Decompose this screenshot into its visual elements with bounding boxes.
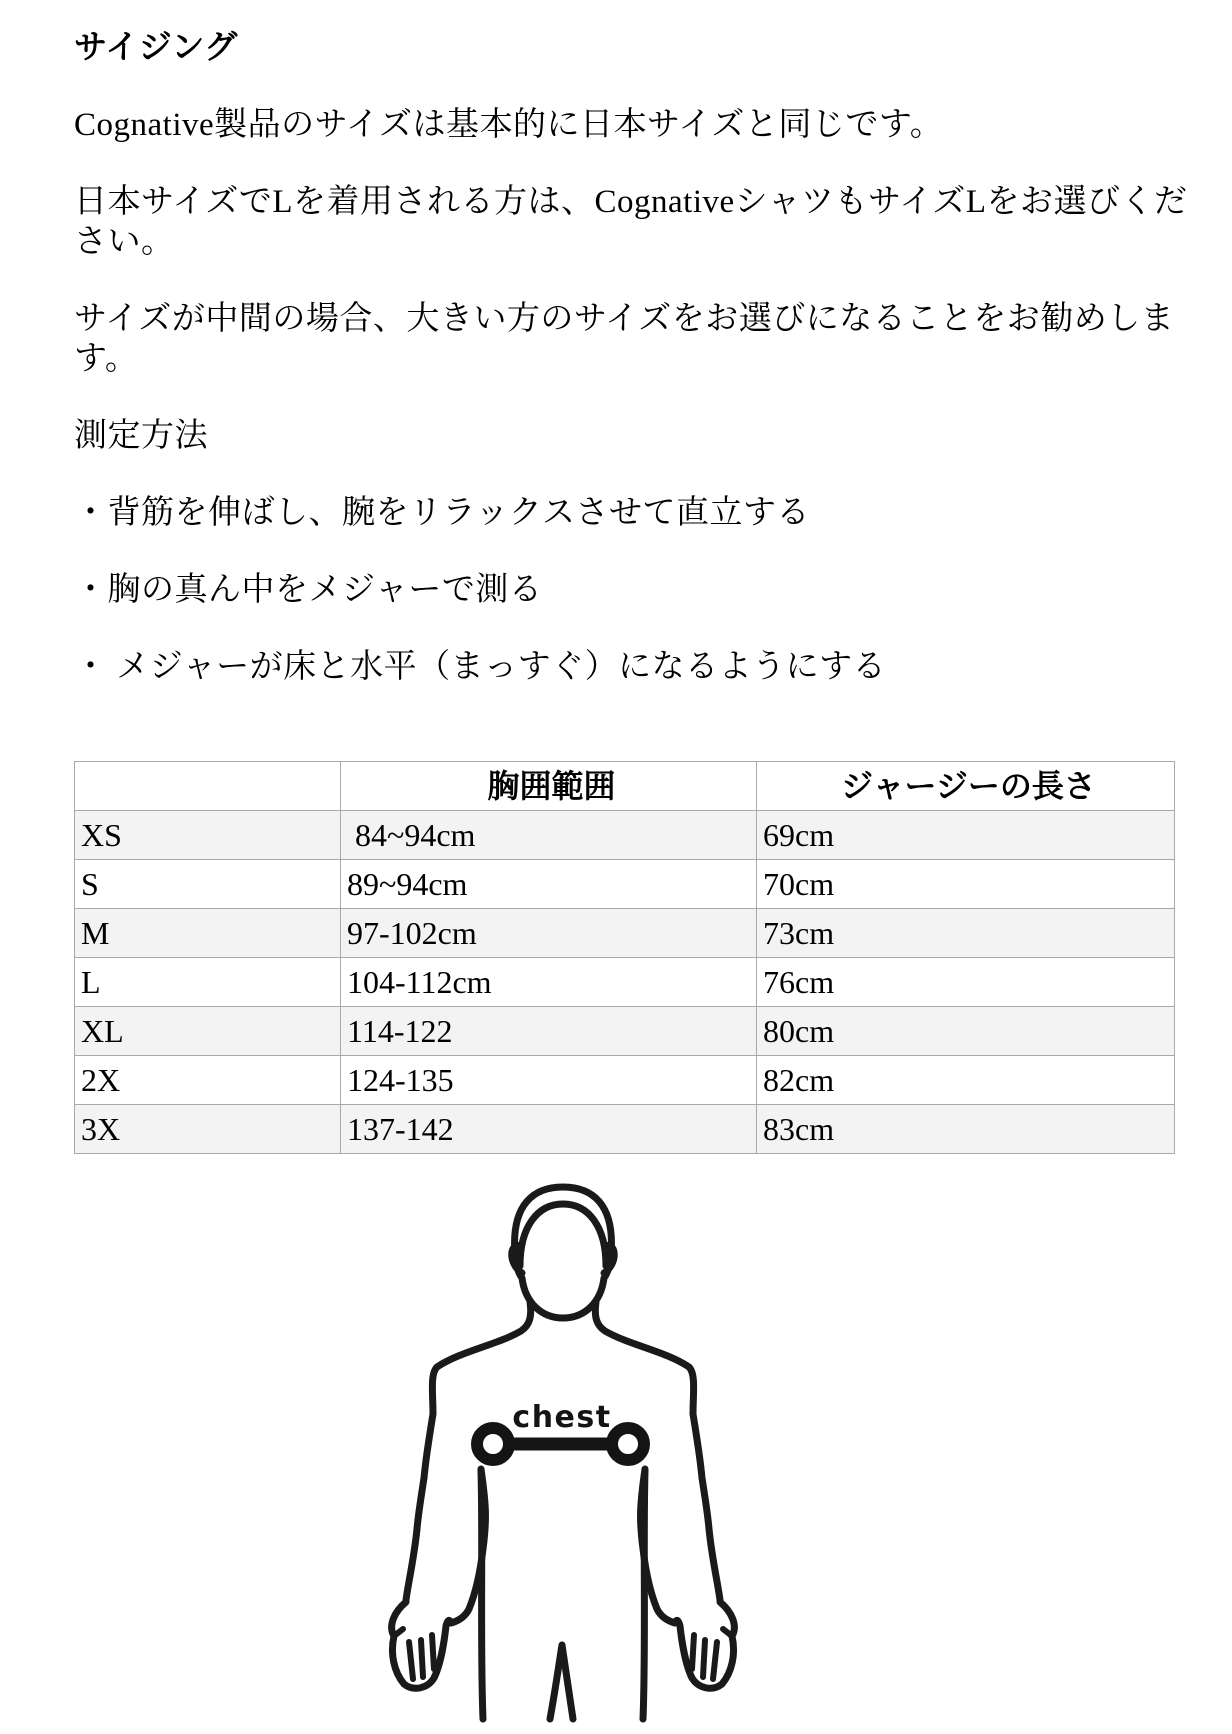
right-finger-line: [713, 1642, 717, 1679]
page-title: サイジング: [74, 30, 238, 66]
size-table-header-row: [75, 762, 1175, 811]
crotch-line: [550, 1645, 573, 1719]
paragraph-size-l-note: 日本サイズでLを着用される方は、CognativeシャツもサイズLをお選びください。: [74, 184, 1188, 260]
chest-cell: 114-122: [341, 1007, 757, 1056]
table-row-2x: [75, 1056, 1175, 1105]
chest-label: chest: [512, 1400, 612, 1435]
length-cell: 82cm: [757, 1056, 1175, 1105]
table-row-m: [75, 909, 1175, 958]
chest-cell: 104-112cm: [341, 958, 757, 1007]
length-cell: 69cm: [757, 811, 1175, 860]
chest-cell: 124-135: [341, 1056, 757, 1105]
table-row-xs: [75, 811, 1175, 860]
length-cell: 83cm: [757, 1105, 1175, 1154]
bullet-tape-level: ・ メジャーが床と水平（まっすぐ）になるようにする: [74, 649, 887, 685]
table-row-3x: [75, 1105, 1175, 1154]
table-row-s: [75, 860, 1175, 909]
size-cell: 3X: [75, 1105, 341, 1154]
size-table: [74, 761, 1175, 1154]
length-cell: 70cm: [757, 860, 1175, 909]
chest-cell: 97-102cm: [341, 909, 757, 958]
left-finger-line: [432, 1635, 434, 1669]
bullet-stand-straight: ・背筋を伸ばし、腕をリラックスさせて直立する: [74, 495, 811, 531]
right-torso-line: [643, 1471, 645, 1719]
left-finger-line: [409, 1642, 413, 1679]
chest-cell: 137-142: [341, 1105, 757, 1154]
size-cell: L: [75, 958, 341, 1007]
header-chest-range: 胸囲範囲: [341, 762, 757, 811]
length-cell: 76cm: [757, 958, 1175, 1007]
hair-line: [520, 1204, 606, 1266]
right-finger-line: [692, 1635, 694, 1669]
left-torso-line: [481, 1471, 483, 1719]
size-cell: XS: [75, 811, 341, 860]
length-cell: 80cm: [757, 1007, 1175, 1056]
size-cell: S: [75, 860, 341, 909]
length-cell: 73cm: [757, 909, 1175, 958]
size-cell: XL: [75, 1007, 341, 1056]
paragraph-between-sizes-note: サイズが中間の場合、大きい方のサイズをお選びになることをお勧めします。: [74, 301, 1175, 377]
header-size: [75, 762, 341, 811]
size-cell: 2X: [75, 1056, 341, 1105]
chest-cell: 84~94cm: [341, 811, 757, 860]
bullet-measure-chest: ・胸の真ん中をメジャーで測る: [74, 572, 543, 608]
header-jersey-length: ジャージーの長さ: [757, 762, 1175, 811]
size-cell: M: [75, 909, 341, 958]
section-heading-measurement: 測定方法: [74, 418, 208, 454]
table-row-xl: [75, 1007, 1175, 1056]
body-measurement-figure: [370, 1174, 760, 1734]
paragraph-sizing-note: Cognative製品のサイズは基本的に日本サイズと同じです。: [74, 107, 944, 143]
table-row-l: [75, 958, 1175, 1007]
left-finger-line: [421, 1640, 423, 1677]
right-finger-line: [703, 1640, 705, 1677]
body-outline-illustration: [370, 1174, 760, 1734]
chest-cell: 89~94cm: [341, 860, 757, 909]
